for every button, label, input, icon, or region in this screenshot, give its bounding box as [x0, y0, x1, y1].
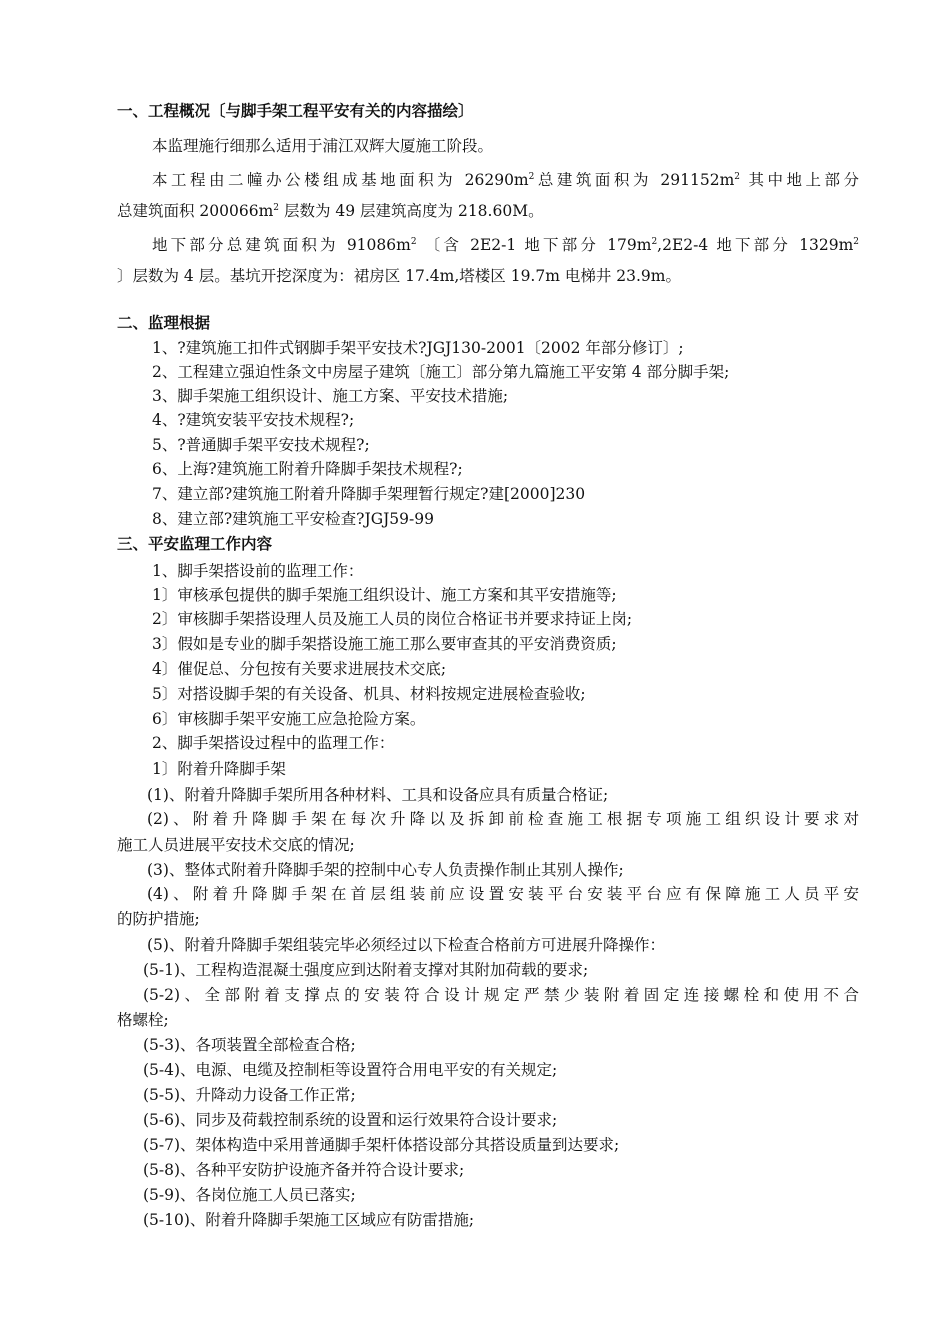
basis-item: 5、?普通脚手架平安技术规程?;	[152, 436, 370, 454]
check-item: (5-3)、各项装置全部检查合格;	[143, 1036, 356, 1054]
check-item-2-line1: (5-2)、全部附着支撑点的安装符合设计规定严禁少装附着固定连接螺栓和使用不合	[143, 986, 859, 1004]
subheading: 1〕附着升降脚手架	[152, 760, 286, 778]
check-item: (5-8)、各种平安防护设施齐备并符合设计要求;	[143, 1161, 465, 1179]
section3-heading: 三、平安监理工作内容	[117, 535, 273, 553]
check-item: (5-1)、工程构造混凝土强度应到达附着支撑对其附加荷载的要求;	[143, 961, 589, 979]
pre-work-item: 2〕审核脚手架搭设理人员及施工人员的岗位合格证书并要求持证上岗;	[152, 610, 633, 628]
basis-item: 7、建立部?建筑施工附着升降脚手架理暂行规定?建[2000]230	[152, 485, 586, 503]
basis-item: 2、工程建立强迫性条文中房屋子建筑〔施工〕部分第九篇施工平安第 4 部分脚手架;	[152, 363, 730, 381]
check-item: (5-7)、架体构造中采用普通脚手架杆体搭设部分其搭设质量到达要求;	[143, 1136, 620, 1154]
section1-para1: 本监理施行细那么适用于浦江双辉大厦施工阶段。	[152, 137, 494, 155]
check-item: (5-10)、附着升降脚手架施工区域应有防雷措施;	[143, 1211, 475, 1229]
item-3: (3)、整体式附着升降脚手架的控制中心专人负责操作制止其别人操作;	[147, 861, 624, 879]
basis-item: 4、?建筑安装平安技术规程?;	[152, 411, 355, 429]
pre-work-item: 5〕对搭设脚手架的有关设备、机具、材料按规定进展检查验收;	[152, 685, 586, 703]
pre-work-item: 1〕审核承包提供的脚手架施工组织设计、施工方案和其平安措施等;	[152, 586, 617, 604]
item-1: (1)、附着升降脚手架所用各种材料、工具和设备应具有质量合格证;	[147, 786, 609, 804]
check-item: (5-9)、各岗位施工人员已落实;	[143, 1186, 356, 1204]
item-5: (5)、附着升降脚手架组装完毕必须经过以下检查合格前方可进展升降操作：	[147, 936, 665, 954]
basis-item: 3、脚手架施工组织设计、施工方案、平安技术措施;	[152, 387, 509, 405]
item-4-line1: (4)、附着升降脚手架在首层组装前应设置安装平台安装平台应有保障施工人员平安	[147, 885, 859, 903]
check-item: (5-6)、同步及荷载控制系统的设置和运行效果符合设计要求;	[143, 1111, 558, 1129]
item-2-line2: 施工人员进展平安技术交底的情况;	[117, 836, 355, 854]
section1-para3-line1: 地下部分总建筑面积为 $91086m^2$ 〔含 2E2-1 地下部分 $179m^2,2E2-4$ 地下部分 $1329m^2$	[152, 236, 860, 254]
check-item-2-line2: 格螺栓;	[117, 1011, 169, 1029]
basis-item: 8、建立部?建筑施工平安检查?JGJ59-99	[152, 510, 434, 528]
basis-item: 6、上海?建筑施工附着升降脚手架技术规程?;	[152, 460, 463, 478]
check-item: (5-4)、电源、电缆及控制柜等设置符合用电平安的有关规定;	[143, 1061, 558, 1079]
item-4-line2: 的防护措施;	[117, 910, 200, 928]
pre-work-item: 3〕假如是专业的脚手架搭设施工施工那么要审查其的平安消费资质;	[152, 635, 617, 653]
check-item: (5-5)、升降动力设备工作正常;	[143, 1086, 356, 1104]
section1-para2-line1: 本工程由二幢办公楼组成基地面积为 $26290m^2$总建筑面积为 $291152m^2$ 其中地上部分	[152, 171, 859, 189]
section2-heading: 二、监理根据	[117, 314, 211, 332]
item-2-line1: (2)、附着升降脚手架在每次升降以及拆卸前检查施工根据专项施工组织设计要求对	[147, 810, 859, 828]
section1-para3-line2: 〕层数为 4 层。基坑开挖深度为：裙房区 17.4m,塔楼区 19.7m 电梯井 23.9m。	[117, 267, 681, 285]
subheading: 2、脚手架搭设过程中的监理工作：	[152, 734, 395, 752]
section1-heading: 一、工程概况〔与脚手架工程平安有关的内容描绘〕	[117, 102, 474, 120]
basis-item: 1、?建筑施工扣件式钢脚手架平安技术?JGJ130-2001〔2002 年部分修订〕;	[152, 339, 684, 357]
section1-para2-line2: 总建筑面积 $200066m^2$ 层数为 49 层建筑高度为 218.60M。	[117, 202, 544, 220]
pre-work-item: 4〕催促总、分包按有关要求进展技术交底;	[152, 660, 447, 678]
pre-work-item: 6〕审核脚手架平安施工应急抢险方案。	[152, 710, 426, 728]
subheading: 1、脚手架搭设前的监理工作：	[152, 562, 364, 580]
